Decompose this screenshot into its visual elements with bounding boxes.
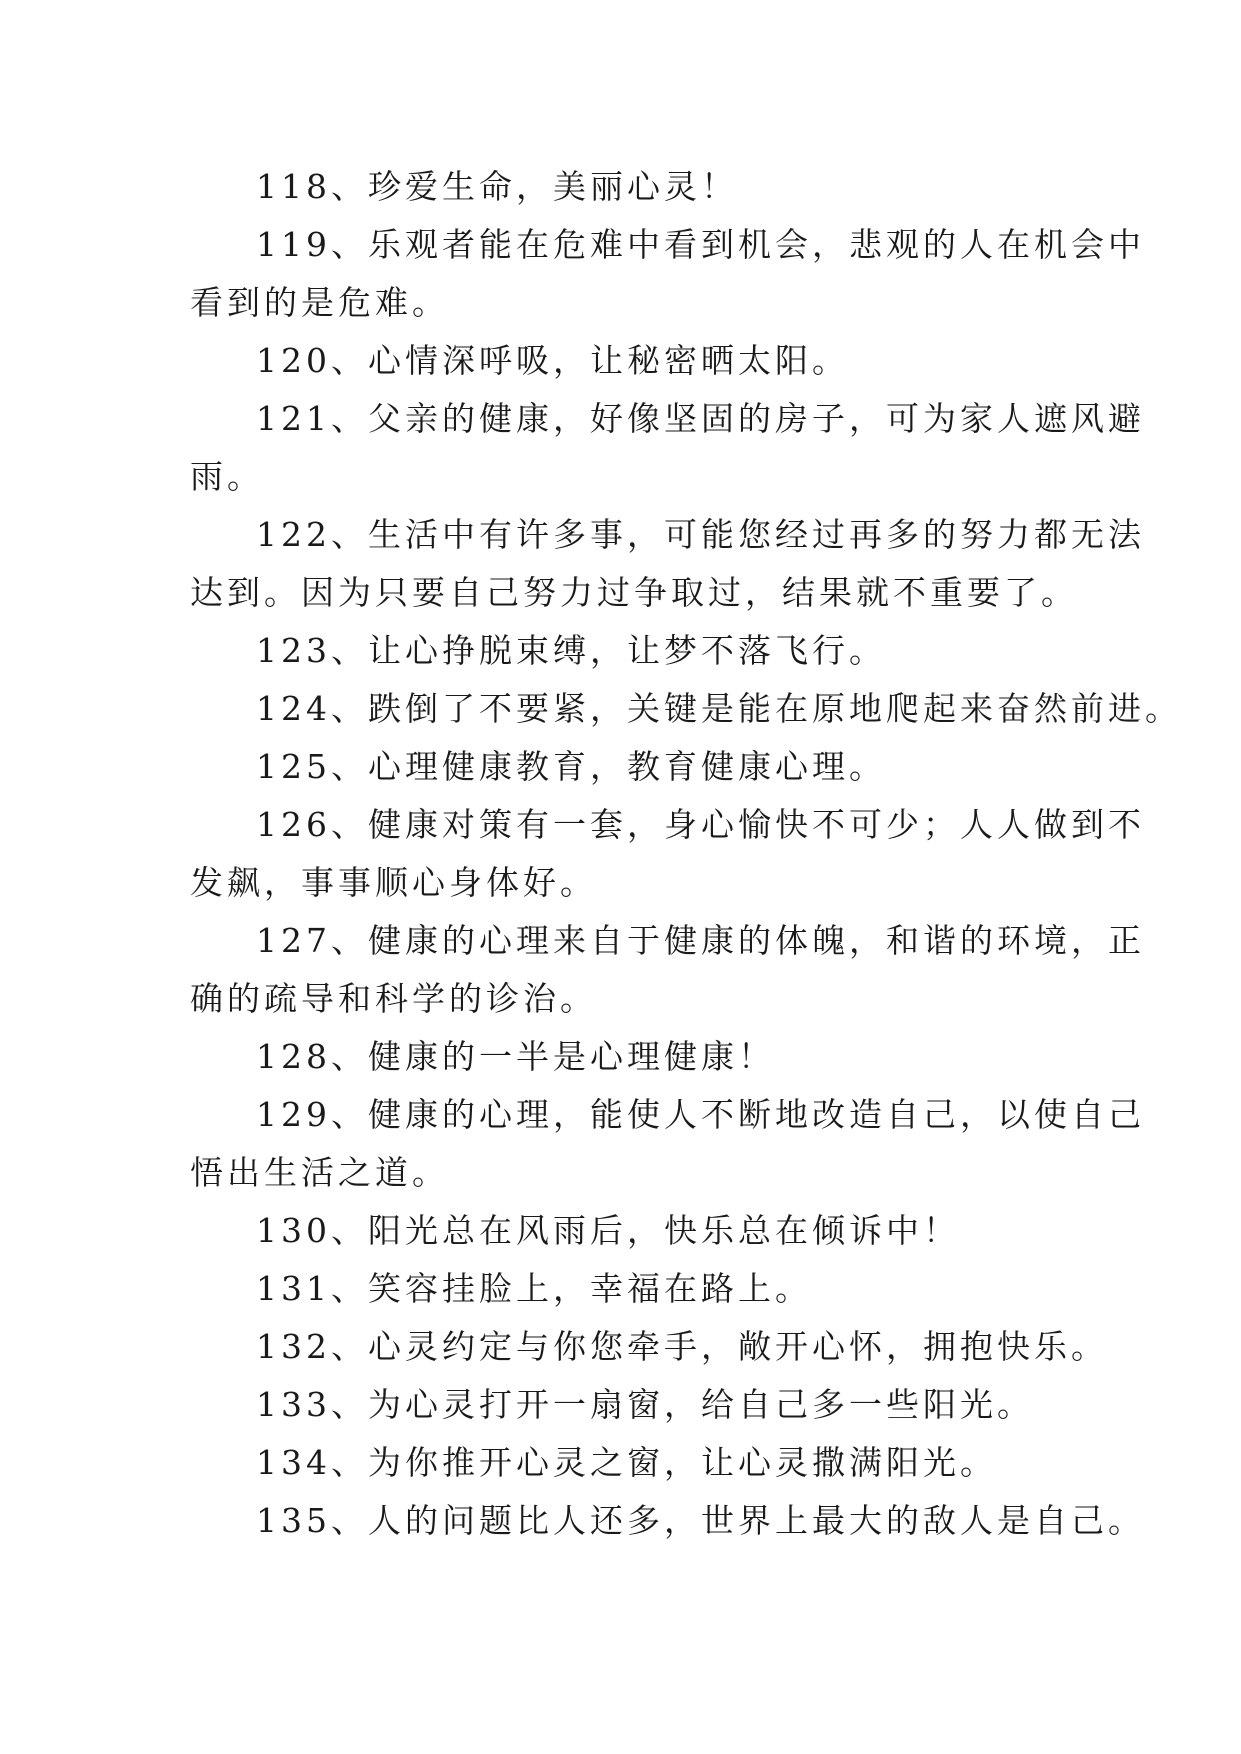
paragraph-line: 118、珍爱生命，美丽心灵！ xyxy=(256,167,738,206)
paragraph-line: 122、生活中有许多事，可能您经过再多的努力都无法 xyxy=(256,515,1145,554)
paragraph-line: 126、健康对策有一套，身心愉快不可少；人人做到不 xyxy=(256,805,1145,844)
paragraph-line: 121、父亲的健康，好像坚固的房子，可为家人遮风避 xyxy=(256,399,1145,438)
paragraph-line: 129、健康的心理，能使人不断地改造自己，以使自己 xyxy=(256,1095,1145,1134)
paragraph-line: 120、心情深呼吸，让秘密晒太阳。 xyxy=(256,341,849,380)
paragraph-125 xyxy=(190,738,1060,796)
paragraph-line-continued: 达到。因为只要自己努力过争取过，结果就不重要了。 xyxy=(190,573,1078,612)
paragraph-133 xyxy=(190,1376,1060,1434)
paragraph-line: 133、为心灵打开一扇窗，给自己多一些阳光。 xyxy=(256,1385,1034,1424)
paragraph-122 xyxy=(190,506,1145,622)
paragraph-line: 130、阳光总在风雨后，快乐总在倾诉中！ xyxy=(256,1211,960,1250)
paragraph-line: 131、笑容挂脸上，幸福在路上。 xyxy=(256,1269,812,1308)
paragraph-135 xyxy=(190,1492,1145,1550)
paragraph-line: 135、人的问题比人还多，世界上最大的敌人是自己。 xyxy=(256,1501,1145,1540)
paragraph-line: 125、心理健康教育，教育健康心理。 xyxy=(256,747,886,786)
paragraph-134 xyxy=(190,1434,1060,1492)
paragraph-line: 132、心灵约定与你您牵手，敞开心怀，拥抱快乐。 xyxy=(256,1327,1108,1366)
paragraph-129 xyxy=(190,1086,1145,1202)
paragraph-130 xyxy=(190,1202,1060,1260)
document-body xyxy=(190,158,1182,1550)
paragraph-128 xyxy=(190,1028,1060,1086)
paragraph-121 xyxy=(190,390,1145,506)
paragraph-118 xyxy=(190,158,1060,216)
paragraph-124 xyxy=(190,680,1182,738)
paragraph-126 xyxy=(190,796,1145,912)
paragraph-line: 127、健康的心理来自于健康的体魄，和谐的环境，正 xyxy=(256,921,1145,960)
paragraph-line: 134、为你推开心灵之窗，让心灵撒满阳光。 xyxy=(256,1443,997,1482)
paragraph-line: 124、跌倒了不要紧，关键是能在原地爬起来奋然前进。 xyxy=(256,689,1182,728)
paragraph-120 xyxy=(190,332,1060,390)
paragraph-line: 123、让心挣脱束缚，让梦不落飞行。 xyxy=(256,631,886,670)
paragraph-line-continued: 看到的是危难。 xyxy=(190,283,449,322)
paragraph-132 xyxy=(190,1318,1108,1376)
paragraph-line: 119、乐观者能在危难中看到机会，悲观的人在机会中 xyxy=(256,225,1145,264)
paragraph-123 xyxy=(190,622,1060,680)
paragraph-131 xyxy=(190,1260,1060,1318)
paragraph-line-continued: 确的疏导和科学的诊治。 xyxy=(190,979,597,1018)
paragraph-line-continued: 发飙，事事顺心身体好。 xyxy=(190,863,597,902)
paragraph-119 xyxy=(190,216,1145,332)
paragraph-line: 128、健康的一半是心理健康！ xyxy=(256,1037,775,1076)
paragraph-line-continued: 雨。 xyxy=(190,457,264,496)
paragraph-127 xyxy=(190,912,1145,1028)
paragraph-line-continued: 悟出生活之道。 xyxy=(190,1153,449,1192)
